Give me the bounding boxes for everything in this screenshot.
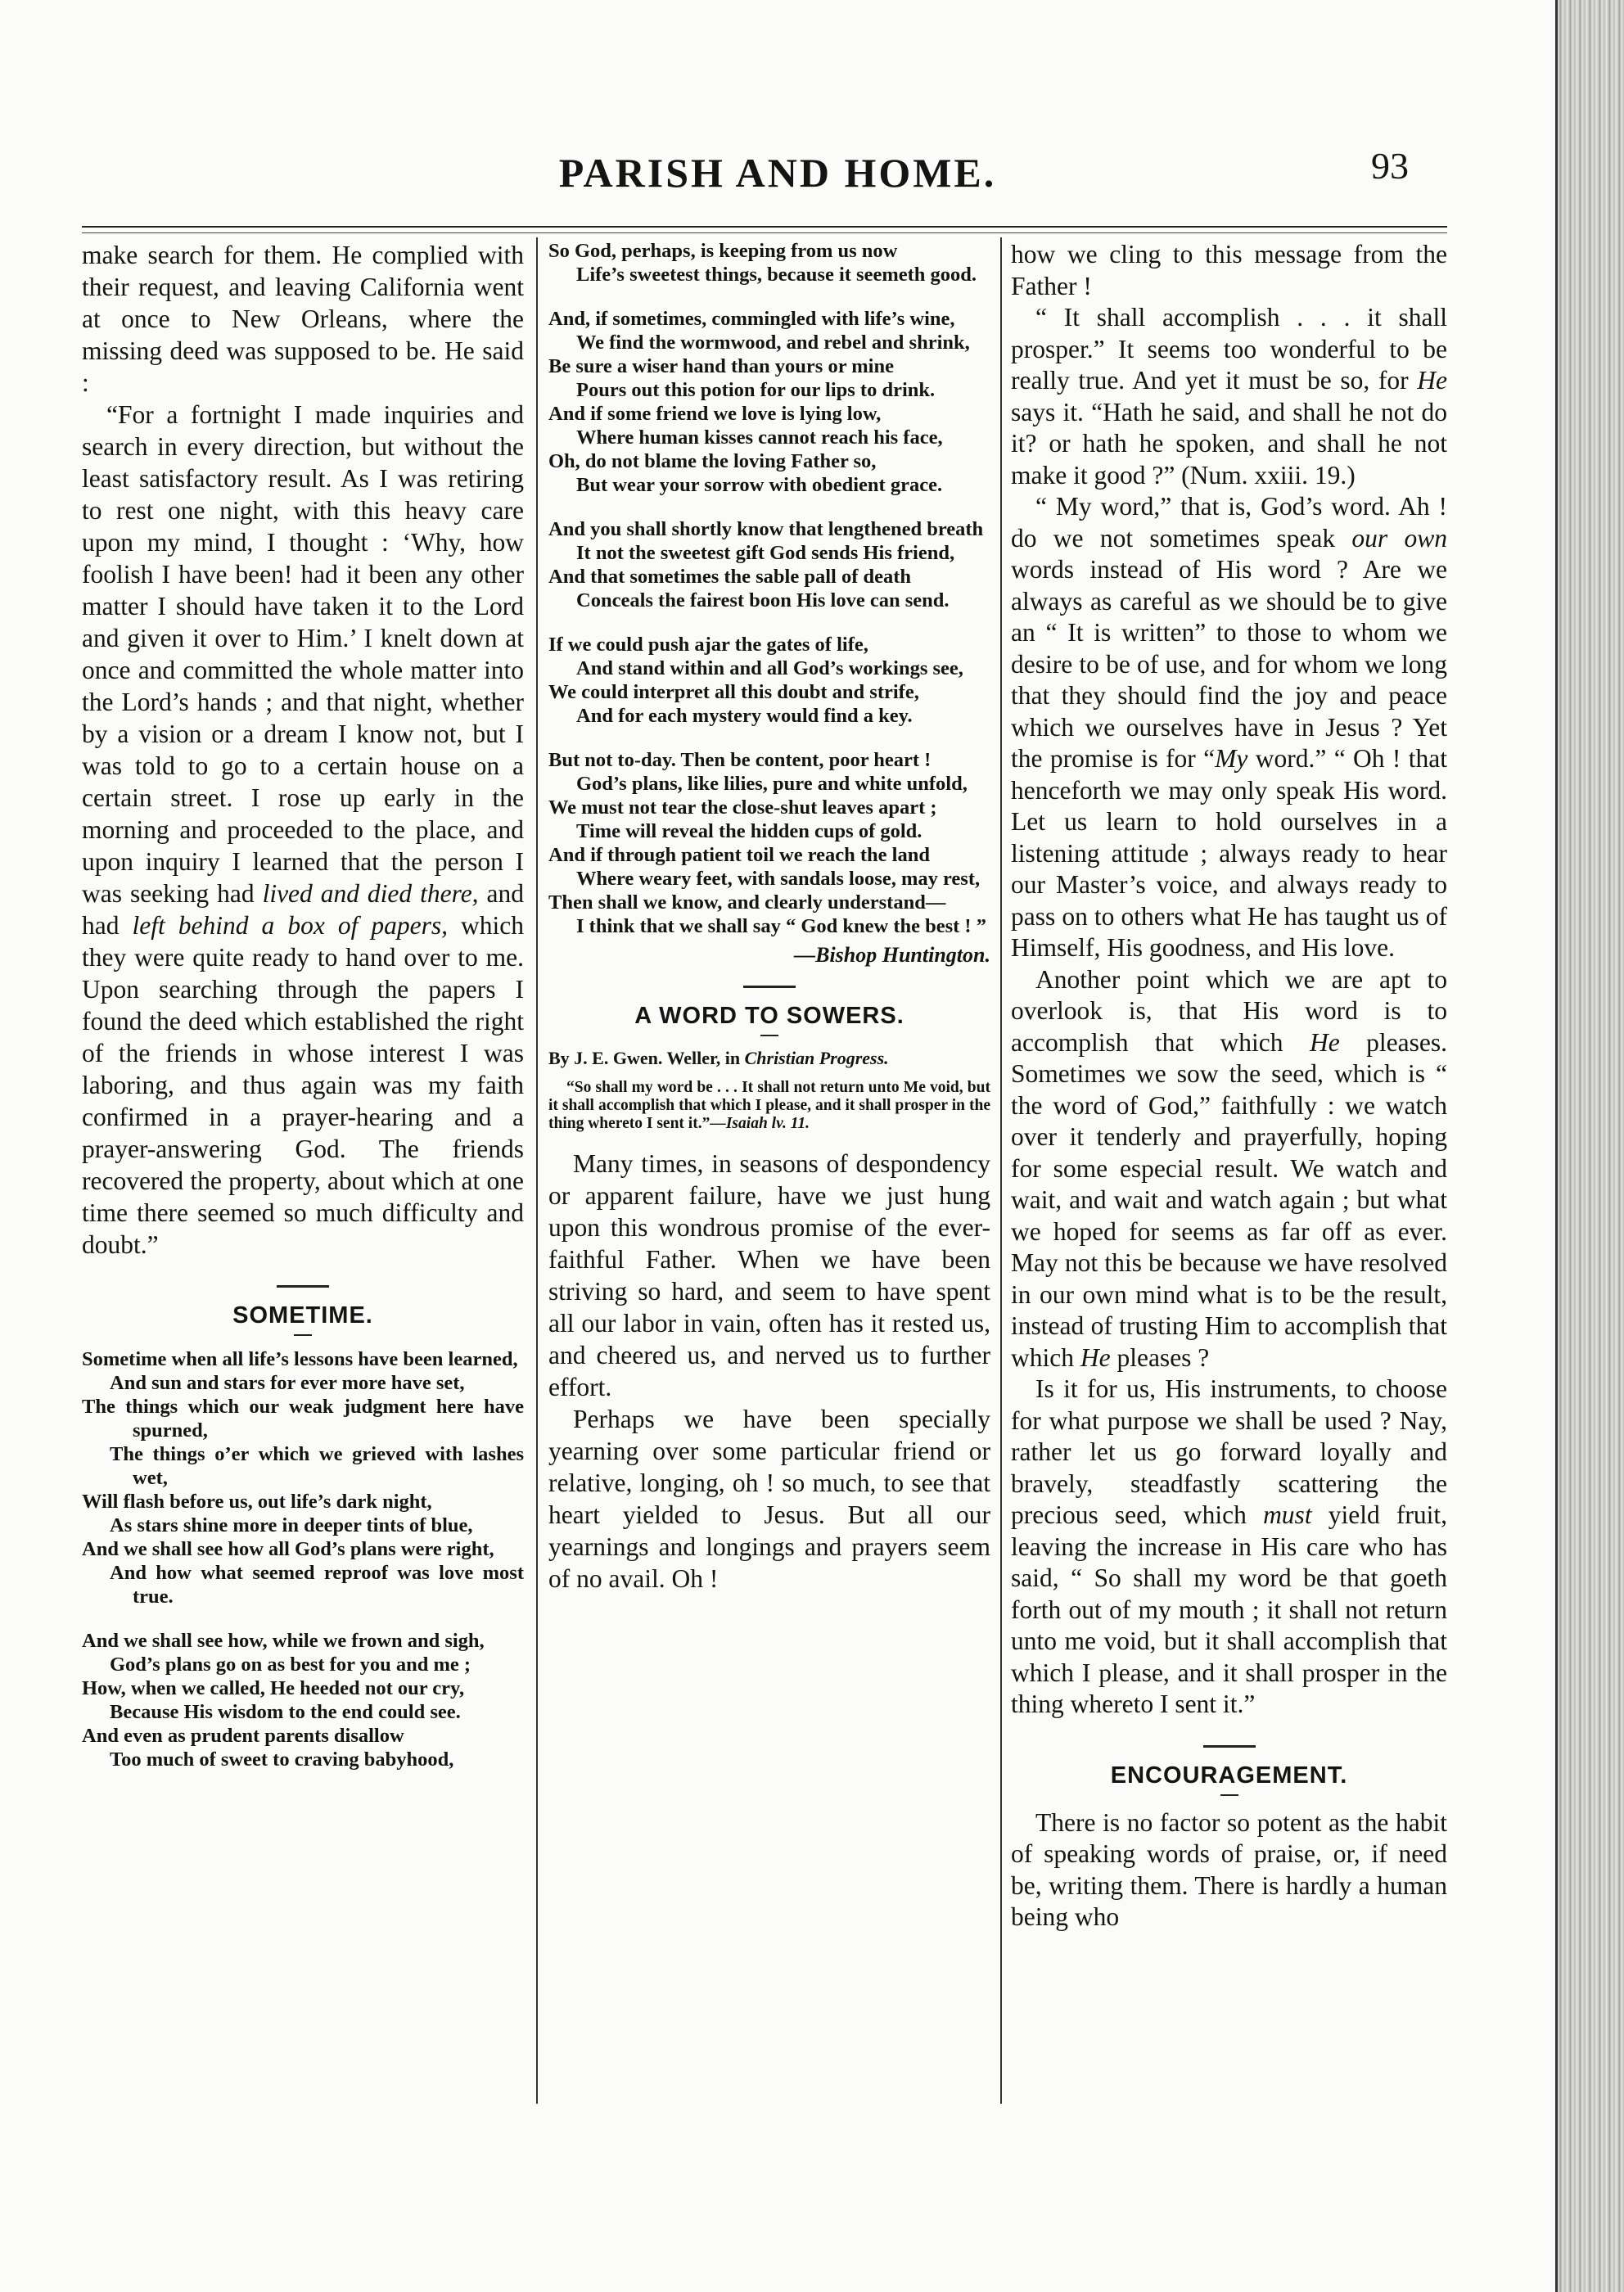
poem-line: Sometime when all life’s lessons have been learned, — [82, 1348, 518, 1370]
poem-line: The things o’er which we grieved with lashes wet, — [110, 1443, 524, 1489]
epigraph-reference: —Isaiah lv. 11. — [710, 1115, 810, 1132]
section-divider — [277, 1285, 329, 1288]
poem-line: Because His wisdom to the end could see. — [110, 1701, 461, 1723]
book-page-edges — [1555, 0, 1624, 2292]
running-title: PARISH AND HOME. — [558, 150, 997, 196]
italic-text: My — [1215, 744, 1248, 773]
poem-line: We must not tear the close-shut leaves apart ; — [548, 796, 937, 819]
paragraph: how we cling to this message from the Father ! — [1011, 240, 1447, 300]
article-title: A WORD TO SOWERS. — [634, 1003, 904, 1029]
italic-text: He — [1080, 1342, 1111, 1372]
poem-line: Oh, do not blame the loving Father so, — [548, 450, 877, 472]
poem-line: Then shall we know, and clearly understand— — [548, 891, 946, 914]
poem-line: Where weary feet, with sandals loose, may rest, — [576, 868, 981, 890]
epigraph: “So shall my word be . . . It shall not return unto Me void, but it shall accomplish that which I please, and it shall prosper in the thing whereto I sent it.”—Isaiah lv. 11. — [548, 1079, 990, 1132]
title-underline — [294, 1334, 312, 1336]
poem-line: And if through patient toil we reach the land — [548, 844, 930, 866]
title-underline — [1220, 1794, 1238, 1796]
poem-line: The things which our weak judgment here have spurned, — [82, 1396, 524, 1442]
poem-line: Life’s sweetest things, because it seemeth good. — [576, 264, 977, 286]
poem-line: Pours out this potion for our lips to drink. — [576, 379, 936, 401]
paragraph: Is it for us, His instruments, to choose for what purpose we shall be used ? Nay, rather let us go forward loyally and bravely, steadfastly scattering the precious seed, which must yield fruit, leaving the increase in His care who has said, “ So shall my word be that goeth forth out of my mouth ; it shall not return unto me void, but it shall accomplish that which I please, and it shall prosper in the thing whereto I sent it.” — [1011, 1374, 1448, 1718]
column-2 — [548, 239, 990, 1595]
italic-text: lived and died there, — [262, 879, 479, 908]
poem-line: And we shall see how all God’s plans were right, — [82, 1538, 494, 1560]
paragraph: Another point which we are apt to overlook is, that His word is to accomplish that which He pleases. Sometimes we sow the seed, which is “ the word of God,” faithfully : we watch over it tenderly and prayerfully, hoping for some especial result. We watch and wait, and wait and watch again ; but what we hoped for seems as far off as ever. May not this be because we have resolved in our own mind what is to be the result, instead of trusting Him to accomplish that which He pleases ? — [1011, 964, 1447, 1372]
poem-title: SOMETIME. — [232, 1302, 373, 1329]
poem-line: And, if sometimes, commingled with life’s wine, — [548, 308, 955, 330]
title-underline — [760, 1035, 778, 1036]
paragraph: “For a fortnight I made inquiries and search in every direction, but without the least satisfactory result. As I was retiring to rest one night, with this heavy care upon my mind, I thought : ‘Why, how foolish I have been! had it been any other matter I should have taken it to the Lord and given it over to Him.’ I knelt down at once and committed the whole matter into the Lord’s hands ; and that night, whether by a vision or a dream I know not, but I was told to go to a certain house on a certain street. I rose up early in the morning and proceeded to the place, and upon inquiry I learned that the person I was seeking had lived and died there, and had left behind a box of papers, which they were quite ready to hand over to me. Upon searching through the papers I found the deed which established the right of the friends in whose interest I was laboring, and thus again was my faith confirmed in a prayer-hearing and a prayer-answering God. The friends recovered the property, about which at one time there seemed so much difficulty and doubt.” — [82, 400, 525, 1259]
poem-line: God’s plans go on as best for you and me ; — [110, 1654, 471, 1676]
poem-line: And we shall see how, while we frown and sigh, — [82, 1630, 485, 1652]
section-divider — [743, 986, 796, 988]
paragraph: “ My word,” that is, God’s word. Ah ! do we not sometimes speak our own words instead of His word ? Are we always as careful as we should be to give an “ It is written” to those to whom we desire to be of use, and for whom we long that they should find the joy and peace which we ourselves have in Jesus ? Yet the promise is for “My word.” “ Oh ! that henceforth we may only speak His word. Let us learn to hold ourselves in a listening attitude ; always ready to hear our Master’s voice, and always ready to pass on to others what He has taught us of Himself, His goodness, and His love. — [1011, 492, 1447, 962]
italic-text: left behind a box of papers, — [132, 911, 448, 940]
header-rule — [82, 226, 1447, 233]
poem-line: And stand within and all God’s workings see, — [576, 657, 963, 679]
italic-text: He — [1417, 366, 1448, 395]
column-3 — [1011, 239, 1447, 1933]
stanza-break — [548, 286, 990, 307]
poem-line: God’s plans, like lilies, pure and white unfold, — [576, 773, 968, 795]
poem-line: And how what seemed reproof was love most true. — [110, 1562, 524, 1608]
poem-line: Will flash before us, out life’s dark night, — [82, 1491, 432, 1513]
poem-line: But not to-day. Then be content, poor heart ! — [548, 749, 932, 771]
section-divider — [1203, 1745, 1256, 1748]
poem-line: Time will reveal the hidden cups of gold. — [576, 820, 923, 842]
italic-text: our own — [1351, 523, 1447, 553]
paragraph: “ It shall accomplish . . . it shall prosper.” It seems too wonderful to be really true. And yet it must be so, for He says it. “Hath he said, and shall he not do it? or hath he spoken, and shall he not make it good ?” (Num. xxiii. 19.) — [1011, 303, 1448, 490]
column-divider-2 — [1000, 237, 1002, 2104]
poem-line: Be sure a wiser hand than yours or mine — [548, 355, 894, 377]
page-number: 93 — [1371, 145, 1409, 187]
poem-line: Too much of sweet to craving babyhood, — [110, 1748, 454, 1771]
poem-line: Where human kisses cannot reach his face, — [576, 426, 943, 449]
paragraph: Many times, in seasons of despondency or apparent failure, have we just hung upon this wondrous promise of the ever-faithful Father. When we have been striving so hard, and seem to have spent all our labor in vain, often has it rested us, and cheered us, and nerved us to further effort. — [548, 1149, 990, 1401]
poem-line: We find the wormwood, and rebel and shrink, — [576, 332, 970, 354]
stanza-break — [548, 612, 990, 633]
poem-line: And sun and stars for ever more have set, — [110, 1372, 465, 1394]
poem-line: We could interpret all this doubt and strife, — [548, 681, 919, 703]
poem-line: But wear your sorrow with obedient grace. — [576, 474, 943, 496]
poem-line: And that sometimes the sable pall of death — [548, 566, 912, 588]
poem-line: So God, perhaps, is keeping from us now — [548, 240, 898, 262]
poem-line: As stars shine more in deeper tints of blue, — [110, 1514, 473, 1536]
stanza-break — [548, 728, 990, 748]
poem-line: I think that we shall say “ God knew the best ! ” — [576, 915, 986, 937]
poem-line: And if some friend we love is lying low, — [548, 403, 882, 425]
paragraph: make search for them. He complied with their request, and leaving California went at once to New Orleans, where the missing deed was supposed to be. He said : — [82, 241, 524, 397]
poem-line: It not the sweetest gift God sends His friend, — [576, 542, 955, 564]
column-1 — [82, 239, 524, 1771]
poem-line: How, when we called, He heeded not our cry, — [82, 1677, 465, 1699]
paragraph: Perhaps we have been specially yearning over some particular friend or relative, longing, oh ! so much, to see that heart yielded to Jesus. But all our yearnings and longings and prayers seem of no avail. Oh ! — [548, 1405, 990, 1593]
stanza-break — [548, 497, 990, 517]
italic-text: He — [1309, 1027, 1340, 1057]
byline: By J. E. Gwen. Weller, in Christian Progress. — [548, 1048, 889, 1068]
column-divider-1 — [536, 237, 538, 2104]
paragraph: There is no factor so potent as the habit of speaking words of praise, or, if need be, writing them. There is hardly a human being who — [1011, 1807, 1447, 1931]
article-title: ENCOURAGEMENT. — [1110, 1762, 1348, 1789]
poem-attribution: —Bishop Huntington. — [794, 943, 990, 967]
poem-line: And you shall shortly know that lengthened breath — [548, 518, 984, 540]
italic-text: must — [1263, 1500, 1312, 1529]
poem-line: And even as prudent parents disallow — [82, 1725, 404, 1747]
poem-line: Conceals the fairest boon His love can send. — [576, 589, 950, 611]
stanza-break — [82, 1608, 524, 1629]
poem-line: If we could push ajar the gates of life, — [548, 634, 868, 656]
poem-line: And for each mystery would find a key. — [576, 705, 913, 727]
